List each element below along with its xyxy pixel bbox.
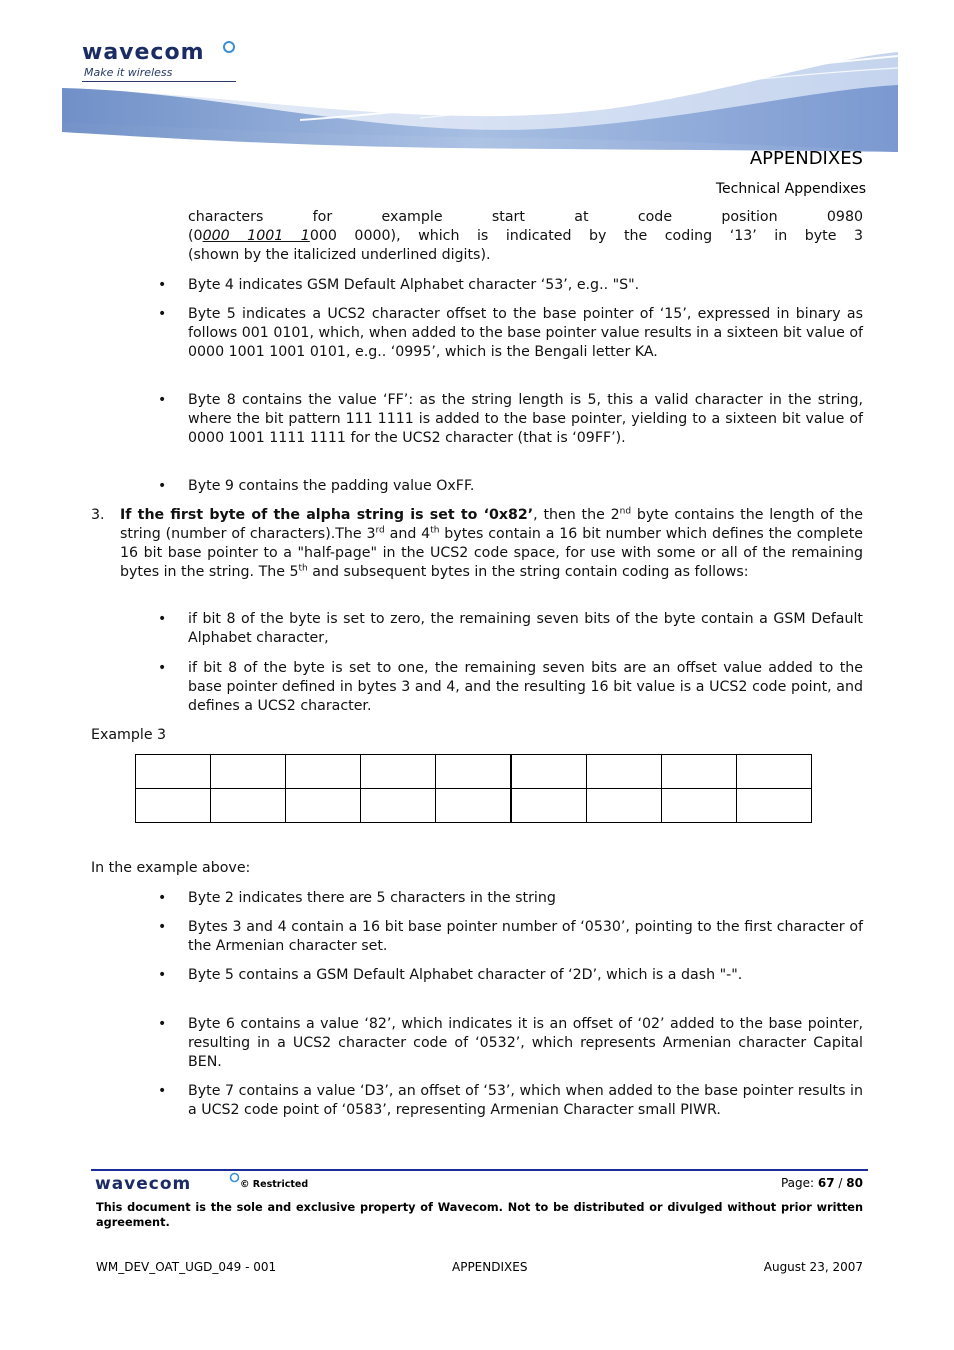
list-item: Byte 5 contains a GSM Default Alphabet character of ‘2D’, which is a dash "-". bbox=[188, 967, 743, 983]
bullet-marker: • bbox=[158, 919, 167, 935]
footer-swirl-icon bbox=[229, 1172, 240, 1183]
page-indicator bbox=[781, 1176, 863, 1190]
table-cell bbox=[286, 789, 361, 823]
table-cell bbox=[136, 755, 211, 789]
restricted-label: © Restricted bbox=[240, 1179, 309, 1190]
table-cell bbox=[361, 755, 436, 789]
list-item: Byte 7 contains a value ‘D3’, an offset of ‘53’, which when added to the base pointer results in a UCS2 code point of ‘0583’, representing Armenian Character small PIWR. bbox=[188, 1083, 863, 1118]
tagline-rule bbox=[82, 81, 236, 82]
table-cell bbox=[211, 789, 286, 823]
subsection-title: Technical Appendixes bbox=[715, 181, 866, 197]
item3-text-5: and subsequent bytes in the string contain coding as follows: bbox=[307, 564, 749, 580]
list-item: Byte 2 indicates there are 5 characters in the string bbox=[188, 890, 556, 906]
continuation-line-1: characters for example start at code position 0980 bbox=[188, 209, 863, 225]
paragraph-continuation bbox=[188, 208, 863, 265]
table-cell bbox=[662, 789, 737, 823]
item3-sup-2: rd bbox=[375, 525, 385, 536]
table-cell bbox=[211, 755, 286, 789]
list-item: Byte 5 indicates a UCS2 character offset to the base pointer of ‘15’, expressed in binary as follows 001 0101, which, when added to the base pointer value results in a sixteen bit value of 0000 1001 1001 0101, e.g.. ‘0995’, which is the Bengali letter KA. bbox=[188, 306, 863, 360]
table-cell bbox=[436, 755, 512, 789]
bullet-marker: • bbox=[158, 660, 167, 676]
list-number: 3. bbox=[91, 507, 105, 523]
footer-doc-id: WM_DEV_OAT_UGD_049 - 001 bbox=[96, 1260, 277, 1274]
bullet-marker: • bbox=[158, 478, 167, 494]
footer-doc-section: APPENDIXES bbox=[452, 1260, 528, 1274]
table-cell bbox=[587, 789, 662, 823]
bullet-marker: • bbox=[158, 392, 167, 408]
section-title: APPENDIXES bbox=[749, 148, 863, 169]
page-separator: / bbox=[838, 1176, 843, 1190]
footer-doc-date: August 23, 2007 bbox=[763, 1260, 863, 1274]
footer-rule bbox=[91, 1169, 868, 1171]
item3-text-1: , then the 2 bbox=[533, 507, 620, 523]
table-row bbox=[136, 755, 812, 789]
numbered-item-3 bbox=[120, 506, 863, 582]
footer-brand-logo: wavecom bbox=[95, 1174, 192, 1194]
example-heading: Example 3 bbox=[91, 727, 167, 743]
list-item: Byte 4 indicates GSM Default Alphabet character ‘53’, e.g.. "S". bbox=[188, 277, 640, 293]
item3-sup-1: nd bbox=[619, 506, 632, 517]
list-item: Byte 9 contains the padding value OxFF. bbox=[188, 478, 475, 494]
italic-underlined-digits: 000 1001 1 bbox=[202, 228, 310, 244]
brand-swirl-icon bbox=[222, 40, 236, 54]
example-table bbox=[135, 754, 812, 823]
table-cell bbox=[361, 789, 436, 823]
item3-text-4: bytes contain a 16 bit number which defines the complete 16 bit base pointer to a "half-page" in the UCS2 code space, for use with some or all of the remaining bytes in the string. The 5 bbox=[120, 526, 863, 580]
bullet-marker: • bbox=[158, 967, 167, 983]
bullet-marker: • bbox=[158, 1083, 167, 1099]
example-intro: In the example above: bbox=[91, 860, 251, 876]
header-wave-banner bbox=[0, 0, 954, 160]
page-label: Page: bbox=[780, 1176, 815, 1190]
list-item: if bit 8 of the byte is set to one, the remaining seven bits are an offset value added to the base pointer defined in bytes 3 and 4, and the resulting 16 bit value is a UCS2 code point, and defines a UCS2 character. bbox=[188, 660, 863, 714]
continuation-l2-a: (0 bbox=[188, 228, 203, 244]
bullet-marker: • bbox=[158, 611, 167, 627]
table-cell bbox=[511, 755, 587, 789]
header bbox=[0, 0, 954, 169]
list-item: if bit 8 of the byte is set to zero, the remaining seven bits of the byte contain a GSM Default Alphabet character, bbox=[188, 611, 863, 646]
bullet-marker: • bbox=[158, 306, 167, 322]
table-cell bbox=[737, 755, 812, 789]
item3-text-3: and 4 bbox=[384, 526, 431, 542]
bullet-marker: • bbox=[158, 890, 167, 906]
brand-logo: wavecom bbox=[82, 40, 205, 65]
brand-tagline: Make it wireless bbox=[84, 66, 173, 79]
table-cell bbox=[511, 789, 587, 823]
bullet-marker: • bbox=[158, 1016, 167, 1032]
continuation-line-3: (shown by the italicized underlined digits). bbox=[188, 247, 491, 263]
list-item: Byte 6 contains a value ‘82’, which indicates it is an offset of ‘02’ added to the base pointer, resulting in a UCS2 character code of ‘0532’, which represents Armenian character Capital BEN. bbox=[188, 1016, 863, 1070]
table-cell bbox=[587, 755, 662, 789]
list-item: Byte 8 contains the value ‘FF’: as the string length is 5, this a valid character in the string, where the bit pattern 111 1111 is added to the base pointer, yielding to a sixteen bit value of 0000 1001 1111 1111 for the UCS2 character (that is ‘09FF’). bbox=[188, 392, 863, 446]
item3-sup-3: th bbox=[430, 525, 440, 536]
table-row bbox=[136, 789, 812, 823]
list-item: Bytes 3 and 4 contain a 16 bit base pointer number of ‘0530’, pointing to the first character of the Armenian character set. bbox=[188, 919, 863, 954]
item3-bold-lead: If the first byte of the alpha string is set to ‘0x82’ bbox=[120, 507, 534, 523]
table-cell bbox=[662, 755, 737, 789]
bullet-marker: • bbox=[158, 277, 167, 293]
table-cell bbox=[436, 789, 512, 823]
table-cell bbox=[136, 789, 211, 823]
page-current: 67 bbox=[817, 1176, 835, 1190]
page-total: 80 bbox=[846, 1176, 863, 1190]
continuation-l2-c: 000 0000), which is indicated by the coding ‘13’ in byte 3 bbox=[309, 228, 863, 244]
table-cell bbox=[737, 789, 812, 823]
item3-text-2: byte contains the length of the string (number of characters).The 3 bbox=[120, 507, 864, 542]
item3-sup-4: th bbox=[298, 563, 308, 574]
footer-notice: This document is the sole and exclusive property of Wavecom. Not to be distributed or divulged without prior written agreement. bbox=[96, 1201, 863, 1229]
table-cell bbox=[286, 755, 361, 789]
continuation-line-2 bbox=[188, 227, 863, 246]
